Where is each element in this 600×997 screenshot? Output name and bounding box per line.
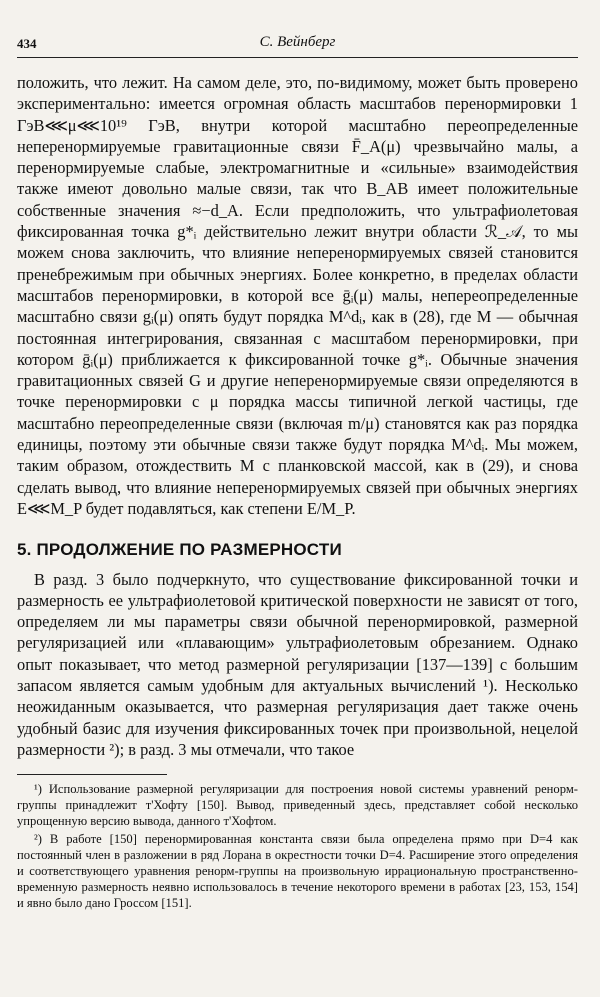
page-header: [17, 28, 578, 54]
footnote-1: ¹) Использование размерной регуляризации для построения новой системы уравнений ренорм-группы принадлежит т'Хофту [150]. Вывод, приведенный здесь, представляет собой несколько упрощенную версию вывода, данного т'Хофтом.: [17, 782, 578, 829]
footnote-separator: [17, 774, 167, 775]
paragraph-1: положить, что лежит. На самом деле, это, по-видимому, может быть проверено экспериментально: имеется огромная область масштабов перенормировки 1 ГэВ⋘μ⋘10¹⁹ ГэВ, внутри которой масштабно переопределенные неперенормируемые гравитационные связи F̄_A(μ) чрезвычайно малы, а перенормируемые слабые, электромагнитные и «сильные» взаимодействия также имеют довольно малые связи, так что B_AB имеет положительные собственные значения ≈−d_A. Если предположить, что ультрафиолетовая фиксированная точка g*ᵢ действительно лежит внутри области ℛ_𝒜, то мы можем снова заключить, что влияние неперенормируемых связей становится пренебрежимым при обычных энергиях. Более конкретно, в пределах области масштабов перенормировки, в которой все ḡᵢ(μ) малы, непереопределенные масштабно связи gᵢ(μ) опять будут порядка M^dᵢ, как в (28), где M — обычная постоянная интегрирования, связанная с масштабом перенормировки, при котором ḡᵢ(μ) приближается к фиксированной точке g*ᵢ. Обычные значения гравитационных связей G и другие неперенормируемые связи определяются в точке перенормировки с μ порядка массы типичной легкой частицы, где масштабно переопределенные связи (включая m/μ) становятся как раз порядка единицы, поэтому эти обычные связи также будут порядка M^dᵢ. Мы можем, таким образом, отождествить M с планковской массой, как в (29), и снова сделать вывод, что влияние неперенормируемых связей при обычных энергиях E⋘M_P будет подавляться, как степени E/M_P.: [17, 73, 578, 518]
main-text: [17, 72, 578, 760]
footnote-2: ²) В работе [150] перенормированная константа связи была определена прямо при D=4 как постоянный член в разложении в ряд Лорана в окрестности точки D=4. Расширение этого определения и соответствующего уравнения ренорм-группы на произвольную иррациональную пространственно-временную размерность неявно использовалось в течение некоторого времени в работах [23, 153, 154] и явно было дано Гроссом [151].: [17, 832, 578, 911]
header-rule: [17, 57, 578, 58]
running-head: С. Вейнберг: [259, 34, 336, 50]
paragraph-2: В разд. 3 было подчеркнуто, что существование фиксированной точки и размерность ее ультрафиолетовой критической поверхности не зависят от того, определяем ли мы параметры связи обычной перенормировкой, размерной регуляризацией или «плавающим» ультрафиолетовым обрезанием. Однако опыт показывает, что метод размерной регуляризации [137—139] с большим запасом является самым удобным для актуальных вычислений ¹). Несколько неожиданным оказывается, что размерная регуляризация дает также очень удобный базис для изучения фиксированных точек при произвольной, нецелой размерности ²); в разд. 3 мы отмечали, что такое: [17, 569, 578, 759]
page-number: 434: [17, 36, 37, 51]
section-heading: 5. ПРОДОЛЖЕНИЕ ПО РАЗМЕРНОСТИ: [17, 540, 342, 560]
